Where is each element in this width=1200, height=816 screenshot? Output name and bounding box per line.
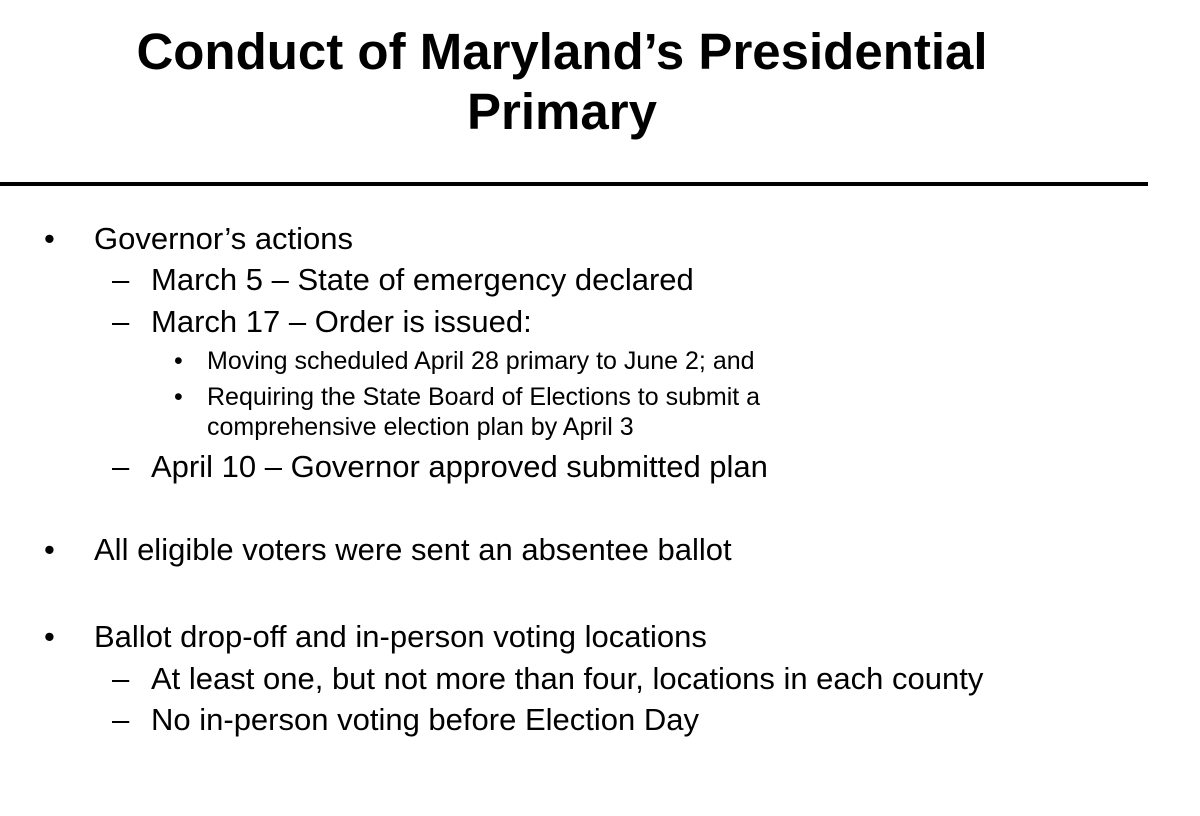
slide-title [0, 22, 1124, 142]
sub-sub-bullet-text-line-1: Requiring the State Board of Elections to submit a [207, 383, 761, 411]
bullet-marker: • [44, 221, 55, 256]
sub-sub-bullet-text-line-2: comprehensive election plan by April 3 [207, 413, 634, 441]
sub-bullet-text: At least one, but not more than four, locations in each county [151, 661, 984, 696]
slide-title-line-2: Primary [467, 83, 657, 140]
dash-marker: – [112, 449, 130, 484]
bullet-text: Ballot drop-off and in-person voting locations [94, 619, 707, 654]
bullet-text: All eligible voters were sent an absentee ballot [94, 532, 732, 567]
bullet-text: Governor’s actions [94, 221, 354, 256]
sub-bullet-text: March 5 – State of emergency declared [151, 262, 694, 297]
title-divider [0, 182, 1148, 186]
bullet-marker: • [44, 619, 55, 654]
sub-bullet-text: April 10 – Governor approved submitted plan [151, 449, 768, 484]
dash-marker: – [112, 262, 130, 297]
small-bullet-marker: • [174, 347, 183, 375]
dash-marker: – [112, 702, 130, 737]
sub-bullet-text: No in-person voting before Election Day [151, 702, 699, 737]
dash-marker: – [112, 304, 130, 339]
dash-marker: – [112, 661, 130, 696]
sub-sub-bullet-text: Moving scheduled April 28 primary to June 2; and [207, 347, 755, 375]
slide-title-line-1: Conduct of Maryland’s Presidential [136, 23, 988, 80]
sub-bullet-text: March 17 – Order is issued: [151, 304, 532, 339]
bullet-marker: • [44, 532, 55, 567]
small-bullet-marker: • [174, 383, 183, 411]
